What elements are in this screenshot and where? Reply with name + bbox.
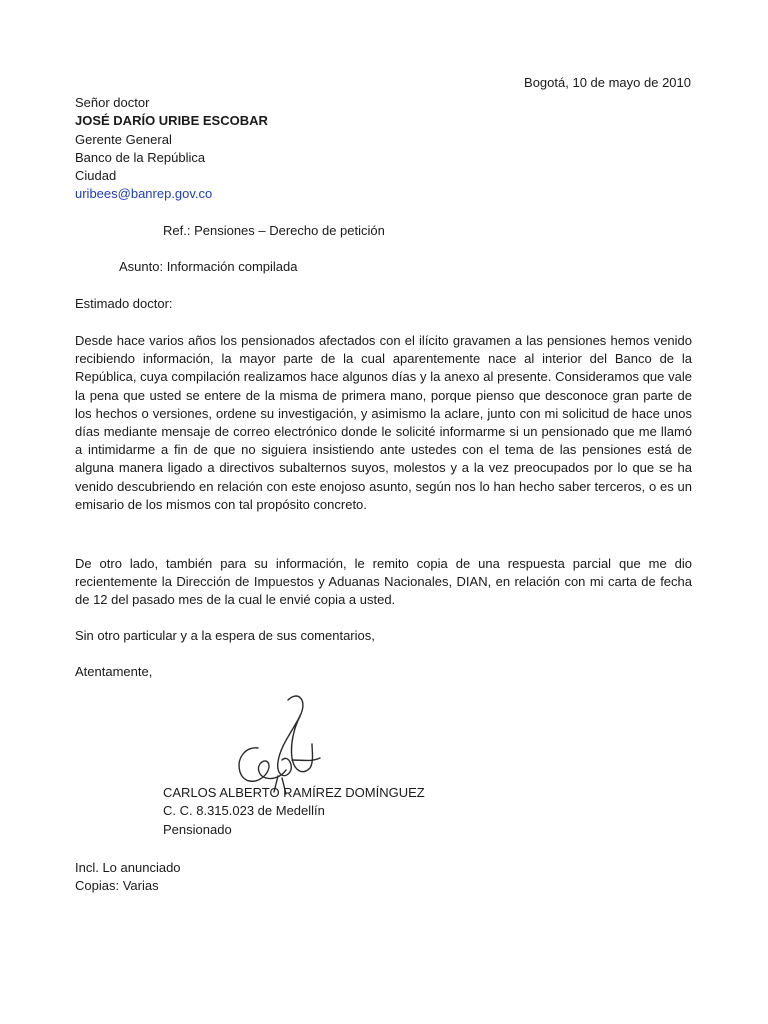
addressee-title: Señor doctor (75, 95, 150, 110)
signer-name: CARLOS ALBERTO RAMÍREZ DOMÍNGUEZ (163, 785, 425, 800)
body-paragraph-2: De otro lado, también para su información, le remito copia de una respuesta parcial que me dio recientemente la Dirección de Impuestos y Aduanas Nacionales, DIAN, en relación con mi carta de fecha de 12 del pasado mes de la cual le envié copia a usted. (75, 556, 692, 608)
greeting: Estimado doctor: (75, 296, 173, 311)
signer-id: C. C. 8.315.023 de Medellín (163, 803, 325, 819)
addressee-city: Ciudad (75, 168, 117, 184)
addressee-block (75, 94, 268, 204)
addressee-name: JOSÉ DARÍO URIBE ESCOBAR (75, 113, 268, 129)
subject-line: Asunto: Información compilada (119, 259, 298, 274)
addressee-email-link[interactable]: uribees@banrep.gov.co (75, 186, 213, 202)
handwritten-signature (228, 688, 338, 798)
copies-line: Copias: Varias (75, 878, 159, 894)
addressee-position: Gerente General (75, 131, 172, 147)
signer-role: Pensionado (163, 821, 232, 837)
letter-date: Bogotá, 10 de mayo de 2010 (524, 75, 691, 90)
enclosures-block (75, 859, 181, 896)
addressee-organization: Banco de la República (75, 149, 206, 165)
enclosure-line: Incl. Lo anunciado (75, 860, 181, 875)
closing-line: Sin otro particular y a la espera de sus comentarios, (75, 628, 375, 643)
reference-line: Ref.: Pensiones – Derecho de petición (163, 223, 385, 238)
body-paragraph-1: Desde hace varios años los pensionados afectados con el ilícito gravamen a las pensiones hemos venido recibiendo información, la mayor parte de la cual aparentemente nace al interior del Banco de la República, cuya compilación realizamos hace algunos días y la anexo al presente. Consideramos que vale la pena que usted se entere de la misma de primera mano, porque pienso que desconoce gran parte de los hechos o versiones, ordene su investigación, y asimismo la aclare, junto con mi solicitud de hace unos días mediante mensaje de correo electrónico donde le solicité informarme si un pensionado que me llamó a intimidarme a fin de que no siguiera insistiendo ante ustedes con el tema de las pensiones está de alguna manera ligado a directivos subalternos suyos, molestos y a la vez preocupados por lo que se ha venido descubriendo en relación con este enojoso asunto, según nos lo han hecho saber terceros, o es un emisario de los mismos con tal propósito concreto. (75, 333, 692, 512)
signer-block (163, 784, 425, 839)
valediction: Atentamente, (75, 664, 153, 679)
